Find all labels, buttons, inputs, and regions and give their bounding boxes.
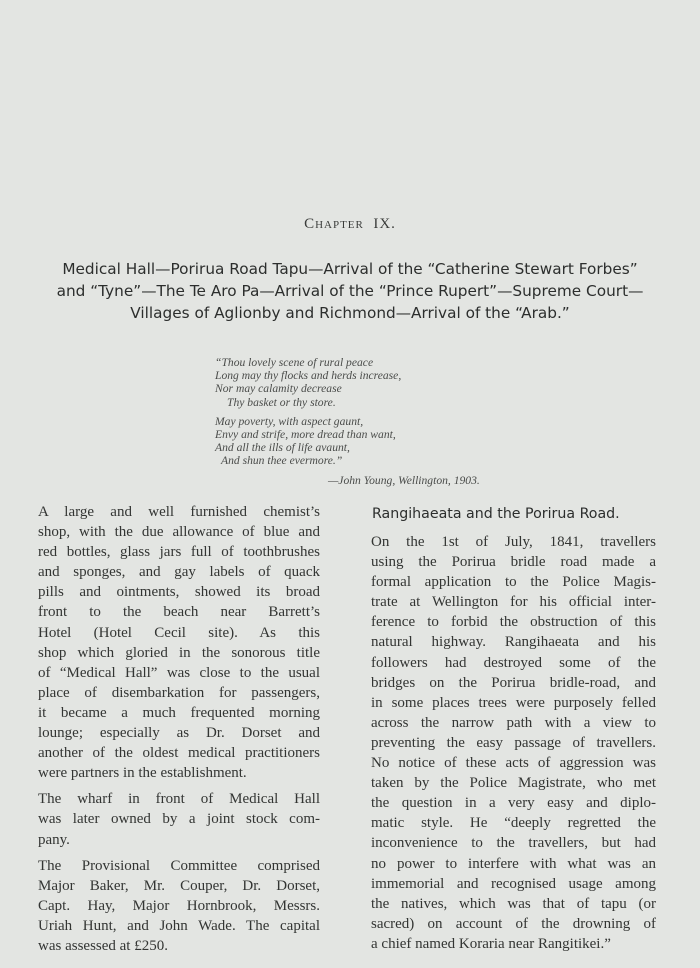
poem-line: May poverty, with aspect gaunt,: [215, 414, 364, 428]
right-column: [355, 532, 656, 954]
paragraph-medical-hall: [22, 502, 320, 783]
synopsis-line: Medical Hall—Porirua Road Tapu—Arrival of the “Catherine Stewart Forbes”: [62, 260, 638, 278]
text-line: taken by the Police Magistrate, who met: [371, 775, 656, 792]
text-line: sacred) on account of the drowning of: [371, 915, 656, 932]
chapter-synopsis: [30, 258, 670, 324]
text-line: preventing the easy passage of travellers.: [371, 734, 656, 751]
text-line: pills and ointments, showed its broad: [38, 584, 320, 601]
text-line: red bottles, glass jars full of toothbrushes: [38, 544, 320, 561]
text-line: and sponges, and gay labels of quack: [38, 564, 320, 581]
text-line: The wharf in front of Medical Hall: [38, 791, 320, 808]
text-line: shop, with the due allowance of blue and: [38, 524, 320, 541]
text-line: ference to forbid the obstruction of this: [371, 614, 656, 631]
left-column: [22, 502, 320, 956]
poem-line: Envy and strife, more dread than want,: [215, 428, 396, 442]
text-line: bridges on the Porirua bridle-road, and: [371, 674, 656, 691]
poem-line: Thy basket or thy store.: [227, 395, 336, 409]
section-heading: Rangihaeata and the Porirua Road.: [372, 506, 620, 522]
synopsis-line: Villages of Aglionby and Richmond—Arrival of the “Arab.”: [130, 304, 570, 322]
text-line: the question in a very easy and diplo-: [371, 795, 656, 812]
chapter-number: IX.: [373, 216, 396, 232]
text-line: No notice of these acts of aggression was: [371, 755, 656, 772]
paragraph-provisional-committee: [22, 856, 320, 956]
text-line: matic style. He “deeply regretted the: [371, 815, 656, 832]
text-line: a chief named Koraria near Rangitikei.”: [371, 935, 611, 952]
synopsis-line: and “Tyne”—The Te Aro Pa—Arrival of the “Prince Rupert”—Supreme Court—: [56, 282, 644, 300]
epigraph-poem: [215, 356, 545, 468]
text-line: it became a much frequented morning: [38, 704, 320, 721]
text-line: was assessed at £250.: [38, 937, 168, 954]
text-line: A large and well furnished chemist’s: [38, 504, 320, 520]
epigraph-attribution: —John Young, Wellington, 1903.: [328, 474, 480, 487]
text-line: Uriah Hunt, and John Wade. The capital: [38, 917, 320, 934]
text-line: Major Baker, Mr. Couper, Dr. Dorset,: [38, 877, 320, 894]
text-line: lounge; especially as Dr. Dorset and: [38, 725, 320, 742]
poem-line: Nor may calamity decrease: [215, 382, 342, 396]
poem-line: Long may thy flocks and herds increase,: [215, 369, 402, 383]
text-line: were partners in the establishment.: [38, 765, 247, 782]
text-line: immemorial and recognised usage among: [371, 875, 656, 892]
chapter-heading: [0, 216, 700, 233]
text-line: The Provisional Committee comprised: [38, 857, 320, 874]
text-line: front to the beach near Barrett’s: [38, 604, 320, 621]
text-line: in some places trees were purposely felled: [371, 694, 656, 711]
text-line: across the narrow path with a view to: [371, 714, 656, 731]
text-line: formal application to the Police Magis-: [371, 574, 656, 591]
poem-line: And all the ills of life avaunt,: [215, 441, 350, 455]
text-line: natural highway. Rangihaeata and his: [371, 634, 656, 651]
text-line: using the Porirua bridle road made a: [371, 554, 656, 571]
text-line: trate at Wellington for his official inter-: [371, 594, 656, 611]
text-line: Hotel (Hotel Cecil site). As this: [38, 624, 320, 641]
text-line: shop which gloried in the sonorous title: [38, 644, 320, 661]
poem-line: And shun thee evermore.”: [221, 454, 343, 468]
text-line: pany.: [38, 831, 70, 848]
text-line: another of the oldest medical practitioners: [38, 745, 320, 762]
text-line: Capt. Hay, Major Hornbrook, Messrs.: [38, 897, 320, 914]
paragraph-wharf: [22, 789, 320, 849]
poem-line: “Thou lovely scene of rural peace: [215, 356, 374, 369]
text-line: was later owned by a joint stock com-: [38, 811, 320, 828]
text-line: no power to interfere with what was an: [371, 855, 656, 872]
text-line: the natives, which was that of tapu (or: [371, 895, 656, 912]
text-line: of “Medical Hall” was close to the usual: [38, 664, 320, 681]
paragraph-porirua-road: [355, 532, 656, 954]
text-line: inconvenience to the travellers, but had: [371, 835, 656, 852]
text-line: On the 1st of July, 1841, travellers: [371, 534, 656, 550]
text-line: place of disembarkation for passengers,: [38, 684, 320, 701]
chapter-label: Chapter: [304, 216, 364, 232]
text-line: followers had destroyed some of the: [371, 654, 656, 671]
